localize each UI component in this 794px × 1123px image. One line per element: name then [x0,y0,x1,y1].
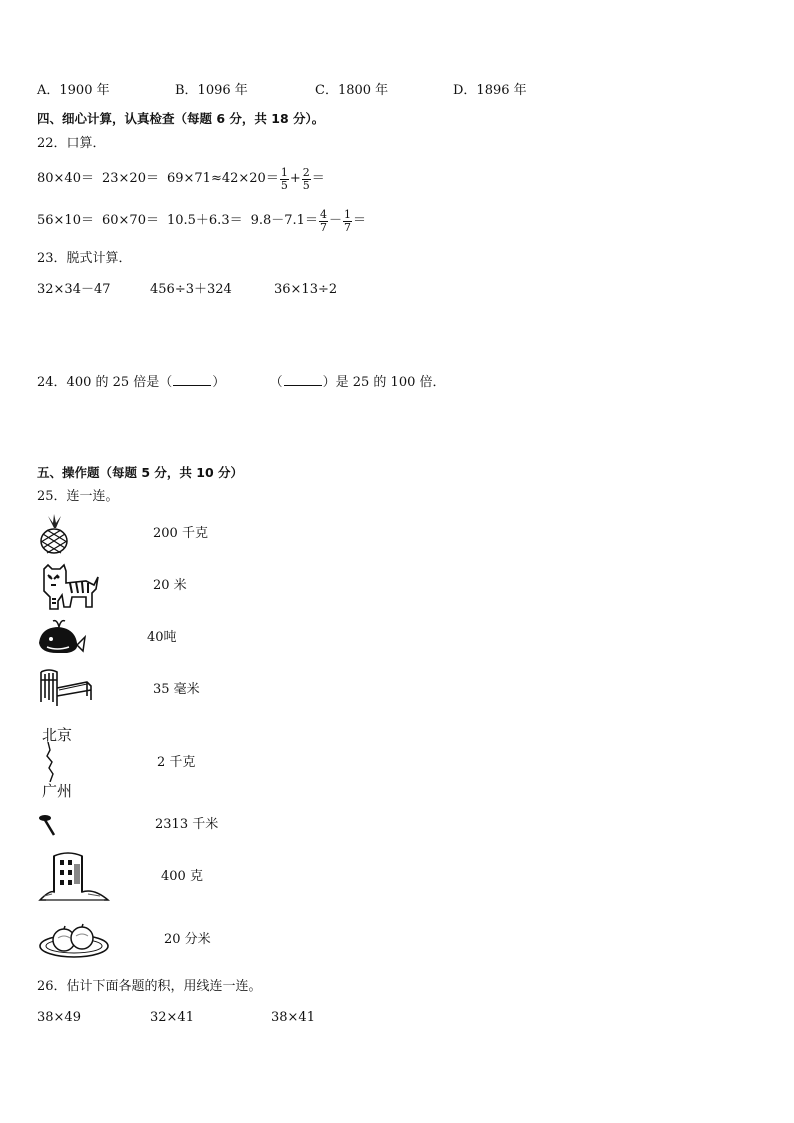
unit-40t: 40吨 [147,630,177,645]
section-5-title: 五、操作题（每题 5 分，共 10 分） [37,465,244,480]
fraction-4-7: $\frac{4}{7}$ [319,207,327,234]
q24-part2-end: ）是 25 的 100 倍． [322,375,446,390]
q26-item-3: 38×41 [271,1010,315,1025]
fraction-1-5: $\frac{1}{5}$ [280,165,288,192]
q25-label: 25．连一连。 [37,489,119,504]
q22-r1-p1: 80×40＝ [37,171,94,186]
map-label-guangzhou: 广州 [42,782,73,800]
q24 [37,375,446,391]
option-a: A．1900 年 [37,83,110,98]
q26-item-2: 32×41 [150,1010,194,1025]
q24-blank-2[interactable] [284,375,322,386]
fraction-2-5: $\frac{2}{5}$ [302,165,310,192]
q26-label: 26．估计下面各题的积，用线连一连。 [37,979,262,994]
unit-2kg: 2 千克 [157,755,196,770]
q22-r2-p3: 10.5＋6.3＝ [166,213,243,228]
q23-item-1: 32×34－47 [37,282,111,297]
q24-part1-end: ） [212,375,226,390]
q22-row-1 [37,164,325,194]
option-c: C．1800 年 [315,83,389,98]
route-line-icon [44,742,64,782]
q22-r1-p2: 23×20＝ [101,171,159,186]
tiger-icon [38,563,100,611]
q26-item-1: 38×49 [37,1010,81,1025]
unit-35mm: 35 毫米 [153,682,200,697]
unit-200kg: 200 千克 [153,526,208,541]
q23-item-2: 456÷3＋324 [150,282,232,297]
fruit-plate-icon [38,920,110,960]
q24-part1: 24．400 的 25 倍是（ [37,375,173,390]
equals-sign: ＝ [311,171,325,186]
option-d: D．1896 年 [453,83,527,98]
q22-r2-p2: 60×70＝ [101,213,159,228]
beijing-guangzhou-map [42,724,82,800]
q23-item-3: 36×13÷2 [274,282,338,297]
q22-label: 22．口算． [37,136,106,151]
building-icon [38,848,110,904]
q22-row-2 [37,206,366,236]
q24-part2: （ [269,375,283,390]
equals-sign-2: ＝ [352,213,366,228]
nail-icon [38,813,58,837]
unit-2313km: 2313 千米 [155,817,219,832]
whale-icon [37,617,87,657]
unit-20dm: 20 分米 [164,932,211,947]
q24-blank-1[interactable] [173,375,211,386]
plus-sign: + [289,171,301,186]
minus-sign: － [328,213,342,228]
q22-r2-p4: 9.8－7.1＝ [250,213,318,228]
q22-r1-p3: 69×71≈42×20＝ [166,171,279,186]
section-4-title: 四、细心计算，认真检查（每题 6 分，共 18 分）。 [37,111,325,126]
q22-r2-p1: 56×10＝ [37,213,94,228]
fraction-1-7: $\frac{1}{7}$ [343,207,351,234]
pineapple-icon [36,514,72,554]
map-label-beijing: 北京 [42,726,73,744]
unit-20m: 20 米 [153,578,187,593]
option-b: B．1096 年 [175,83,248,98]
q23-label: 23．脱式计算． [37,251,132,266]
bed-icon [37,666,95,708]
unit-400g: 400 克 [161,869,203,884]
